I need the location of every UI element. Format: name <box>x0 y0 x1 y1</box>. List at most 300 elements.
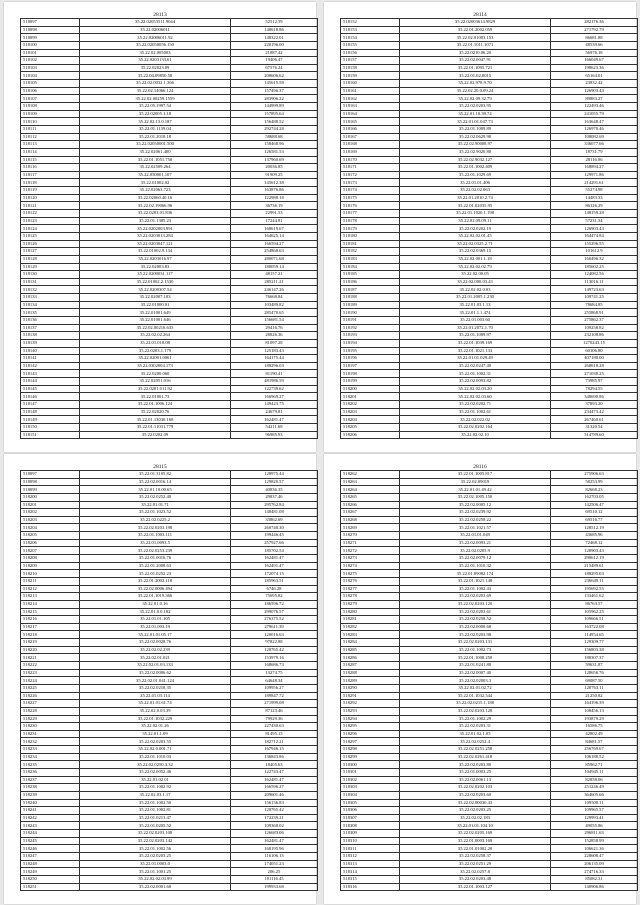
table-row <box>21 217 318 225</box>
row-id-cell: 518191 <box>341 316 400 324</box>
amount-cell: 109368.02 <box>231 822 318 830</box>
row-id-cell: 518222 <box>21 662 80 670</box>
row-id-cell: 518240 <box>21 799 80 807</box>
code-cell: 35.22.01.01.049 <box>400 532 551 540</box>
code-cell: 35.22.01.1002.43 <box>400 585 551 593</box>
amount-cell: 280071.68 <box>231 255 318 263</box>
ledger-table <box>20 470 318 891</box>
table-row <box>21 715 318 723</box>
table-row <box>21 684 318 692</box>
amount-cell: 255868.91 <box>551 309 638 317</box>
table-row <box>21 837 318 845</box>
row-id-cell: 518202 <box>341 401 400 409</box>
amount-cell: 156803.38 <box>551 646 638 654</box>
table-row <box>21 791 318 799</box>
row-id-cell: 518299 <box>341 753 400 761</box>
table-row <box>341 103 638 111</box>
code-cell: 35.22.02.0203.198 <box>80 524 231 532</box>
code-cell: 35.22.01001.73 <box>80 393 231 401</box>
row-id-cell: 518167 <box>341 133 400 141</box>
row-id-cell: 518196 <box>341 355 400 363</box>
row-id-cell: 518225 <box>21 684 80 692</box>
code-cell: 35.22.01.0241.80 <box>400 662 551 670</box>
amount-cell: 128656.76 <box>551 669 638 677</box>
code-cell: 35.22.01.1021.57 <box>400 524 551 532</box>
amount-cell: 236649.11 <box>551 577 638 585</box>
row-id-cell: 518109 <box>21 110 80 118</box>
row-id-cell: 518195 <box>341 347 400 355</box>
amount-cell: 168195.96 <box>231 845 318 853</box>
row-id-cell: 518203 <box>21 516 80 524</box>
row-id-cell: 518221 <box>21 654 80 662</box>
row-id-cell: 518112 <box>21 133 80 141</box>
table-row <box>341 225 638 233</box>
row-id-cell: 518285 <box>341 646 400 654</box>
row-id-cell: 518230 <box>21 723 80 731</box>
table-row <box>21 868 318 876</box>
amount-cell: 85082.31 <box>551 875 638 883</box>
table-row <box>21 271 318 279</box>
row-id-cell: 518103 <box>21 64 80 72</box>
row-id-cell: 518199 <box>341 378 400 386</box>
row-id-cell: 518203 <box>341 408 400 416</box>
code-cell: 35.22.02.0093.21 <box>400 539 551 547</box>
amount-cell: 109956.27 <box>231 684 318 692</box>
table-row <box>341 179 638 187</box>
code-cell: 35.22.01.1002.73 <box>400 646 551 654</box>
row-id-cell: 518129 <box>21 263 80 271</box>
table-row <box>21 278 318 286</box>
amount-cell: 86126.29 <box>551 202 638 210</box>
code-cell: 35.22.02509.264 <box>80 164 231 172</box>
row-id-cell: 518306 <box>341 807 400 815</box>
amount-cell: 126581.53 <box>231 148 318 156</box>
table-row <box>21 761 318 769</box>
amount-cell: 336077.66 <box>551 141 638 149</box>
table-row <box>21 600 318 608</box>
code-cell: 35.22.02051.016 <box>80 378 231 386</box>
table-row <box>341 141 638 149</box>
table-row <box>341 401 638 409</box>
amount-cell: 78294.55 <box>551 385 638 393</box>
table-row <box>21 57 318 65</box>
table-row <box>21 478 318 486</box>
amount-cell: 185702.54 <box>231 547 318 555</box>
row-id-cell: 518158 <box>341 64 400 72</box>
code-cell: 35.22.01002.02 <box>80 179 231 187</box>
amount-cell: 21250.82 <box>551 692 638 700</box>
table-row <box>341 393 638 401</box>
table-row <box>21 631 318 639</box>
code-cell: 35.22.02.0203.60 <box>400 791 551 799</box>
code-cell: 35.22.0203047.121 <box>80 240 231 248</box>
code-cell: 35.22.01.10.39.74 <box>400 110 551 118</box>
code-cell: 35.22.01002.2.1530 <box>80 278 231 286</box>
page-title: 28116 <box>473 464 487 470</box>
code-cell: 35.22.01.2002.118 <box>80 577 231 585</box>
table-row <box>21 555 318 563</box>
ledger-table <box>340 18 638 439</box>
code-cell: 35.22.02.0093.82 <box>400 378 551 386</box>
row-id-cell: 518136 <box>21 316 80 324</box>
amount-cell: 122743.47 <box>231 768 318 776</box>
amount-cell: 142506.47 <box>551 501 638 509</box>
row-id-cell: 518247 <box>21 853 80 861</box>
code-cell: 35.22.01.01.104.10 <box>400 822 551 830</box>
row-id-cell: 518105 <box>21 80 80 88</box>
amount-cell: 166596.27 <box>231 784 318 792</box>
table-row <box>21 64 318 72</box>
code-cell: 35.22.02.02.02.79 <box>400 263 551 271</box>
amount-cell: 69510.12 <box>551 509 638 517</box>
code-cell: 35.22.02.0016.14 <box>80 478 231 486</box>
row-id-cell: 518134 <box>21 301 80 309</box>
code-cell: 35.22.02.0203.142 <box>80 837 231 845</box>
code-cell: 35.22.02.02.264 <box>80 332 231 340</box>
table-row <box>341 516 638 524</box>
row-id-cell: 518151 <box>21 431 80 439</box>
table-row <box>21 471 318 479</box>
table-row <box>341 332 638 340</box>
table-row <box>341 339 638 347</box>
row-id-cell: 518200 <box>341 385 400 393</box>
table-row <box>341 232 638 240</box>
row-id-cell: 518113 <box>21 141 80 149</box>
row-id-cell: 518108 <box>21 103 80 111</box>
row-id-cell: 518183 <box>341 255 400 263</box>
table-row <box>341 524 638 532</box>
table-row <box>21 593 318 601</box>
table-row <box>341 753 638 761</box>
table-row <box>21 80 318 88</box>
table-row <box>21 669 318 677</box>
code-cell: 35.22.0203.01.836 <box>80 210 231 218</box>
row-id-cell: 518303 <box>341 784 400 792</box>
amount-cell: 140618.86 <box>231 26 318 34</box>
table-row <box>21 860 318 868</box>
amount-cell: 364605.66 <box>551 791 638 799</box>
amount-cell: 81495.15 <box>231 730 318 738</box>
amount-cell: 120765.42 <box>231 807 318 815</box>
amount-cell: 109965.57 <box>551 807 638 815</box>
row-id-cell: 518224 <box>21 677 80 685</box>
amount-cell: 86681.88 <box>551 34 638 42</box>
row-id-cell: 518148 <box>21 408 80 416</box>
row-id-cell: 518249 <box>21 868 80 876</box>
row-id-cell: 518262 <box>341 471 400 479</box>
table-row <box>21 486 318 494</box>
row-id-cell: 518156 <box>341 49 400 57</box>
code-cell: 35.22.01.1009.89 <box>400 125 551 133</box>
row-id-cell: 518099 <box>21 34 80 42</box>
amount-cell: 168619.67 <box>231 225 318 233</box>
row-id-cell: 518161 <box>341 87 400 95</box>
code-cell: 35.22.01.1029.69 <box>400 171 551 179</box>
row-id-cell: 518131 <box>21 278 80 286</box>
code-cell: 35.22.01.09082.174 <box>400 570 551 578</box>
table-row <box>341 370 638 378</box>
amount-cell: 124082.56 <box>551 271 638 279</box>
row-id-cell: 518237 <box>21 776 80 784</box>
table-row <box>341 761 638 769</box>
amount-cell: 514789.60 <box>551 431 638 439</box>
code-cell: 35.22.02.0007.40 <box>400 669 551 677</box>
code-cell: 35.22.02.0203.25 <box>80 853 231 861</box>
code-cell: 35.22.0200.060 <box>80 370 231 378</box>
table-row <box>341 799 638 807</box>
amount-cell: 174051.23 <box>231 860 318 868</box>
row-id-cell: 518118 <box>21 179 80 187</box>
table-row <box>21 532 318 540</box>
amount-cell: 82668.23 <box>551 486 638 494</box>
code-cell: 35.22.01.13030.168 <box>80 416 231 424</box>
table-row <box>21 133 318 141</box>
table-row <box>21 232 318 240</box>
table-row <box>21 423 318 431</box>
code-cell: 35.22.02.0001.68 <box>80 883 231 891</box>
table-row <box>341 271 638 279</box>
amount-cell: 185602.25 <box>551 263 638 271</box>
amount-cell: 162481.47 <box>231 416 318 424</box>
code-cell: 35.22.01.1095.721 <box>400 64 551 72</box>
code-cell: 35.22.01.1002.92 <box>80 784 231 792</box>
row-id-cell: 518284 <box>341 639 400 647</box>
amount-cell: 42802.49 <box>551 730 638 738</box>
code-cell: 35.22.02.01.021 <box>80 654 231 662</box>
amount-cell: 148481.08 <box>231 509 318 517</box>
code-cell: 35.22.02.978.9.70 <box>400 80 551 88</box>
table-row <box>21 646 318 654</box>
code-cell: 35.22.02063.723 <box>80 187 231 195</box>
amount-cell: 13274.75 <box>231 669 318 677</box>
code-cell: 35.22.02.0325.2.71 <box>400 240 551 248</box>
page-title: 28115 <box>153 464 167 470</box>
amount-cell: 48539.66 <box>551 41 638 49</box>
table-row <box>341 875 638 883</box>
row-id-cell: 518275 <box>341 570 400 578</box>
code-cell: 35.22.02.09.32.79 <box>400 95 551 103</box>
code-cell: 35.22.02.0203.120 <box>400 600 551 608</box>
table-row <box>21 248 318 256</box>
code-cell: 35.22.01.003.19 <box>80 623 231 631</box>
row-id-cell: 518307 <box>341 814 400 822</box>
amount-cell: 28826.36 <box>231 332 318 340</box>
amount-cell: 153979.16 <box>231 654 318 662</box>
code-cell: 35.22.02.1005.150 <box>400 493 551 501</box>
code-cell: 35.22.02.90008.97 <box>400 141 551 149</box>
amount-cell: 103489.82 <box>231 301 318 309</box>
table-row <box>341 362 638 370</box>
amount-cell: 164625.14 <box>231 232 318 240</box>
row-id-cell: 518271 <box>341 539 400 547</box>
code-cell: 35.22.01.1032.229 <box>80 715 231 723</box>
code-cell: 35.22.02060.40.16 <box>80 194 231 202</box>
amount-cell: 122739.62 <box>231 385 318 393</box>
table-row <box>21 524 318 532</box>
row-id-cell: 518308 <box>341 822 400 830</box>
amount-cell: 76668.84 <box>231 294 318 302</box>
row-id-cell: 518115 <box>21 156 80 164</box>
table-row <box>21 210 318 218</box>
row-id-cell: 518192 <box>341 324 400 332</box>
table-row <box>21 385 318 393</box>
table-row <box>341 72 638 80</box>
amount-cell: 14483.33 <box>551 194 638 202</box>
amount-cell: 290612.19 <box>551 555 638 563</box>
code-cell: 35.22.01.1021.148 <box>400 577 551 585</box>
table-row <box>21 95 318 103</box>
table-row <box>341 600 638 608</box>
amount-cell: 292744.28 <box>231 125 318 133</box>
row-id-cell: 518234 <box>21 753 80 761</box>
table-row <box>21 616 318 624</box>
row-id-cell: 518097 <box>21 471 80 479</box>
table-row <box>341 562 638 570</box>
table-row <box>21 547 318 555</box>
code-cell: 35.22.02.0028.76 <box>80 639 231 647</box>
code-cell: 35.22.01001.646 <box>80 316 231 324</box>
amount-cell: 285211.21 <box>231 278 318 286</box>
code-cell: 35.22.01.1020.1.198 <box>400 210 551 218</box>
row-id-cell: 518207 <box>21 547 80 555</box>
code-cell: 35.22.02.0250.3.32 <box>80 761 231 769</box>
amount-cell: 49055.86 <box>551 822 638 830</box>
amount-cell: 128763.11 <box>551 684 638 692</box>
row-id-cell: 518270 <box>341 532 400 540</box>
amount-cell: 283906.22 <box>231 95 318 103</box>
row-id-cell: 518104 <box>21 72 80 80</box>
table-row <box>341 692 638 700</box>
code-cell: 35.22.01.1002.56 <box>80 845 231 853</box>
row-id-cell: 518122 <box>21 210 80 218</box>
code-cell: 35.22.02.13.0.187 <box>80 118 231 126</box>
table-row <box>341 608 638 616</box>
code-cell: 35.22.02.0203.48 <box>400 875 551 883</box>
code-cell: 35.22.01.1002.29 <box>400 715 551 723</box>
code-cell: 35.22.02.005003 <box>80 49 231 57</box>
row-id-cell: 518313 <box>341 860 400 868</box>
amount-cell: 6746.28 <box>231 585 318 593</box>
row-id-cell: 518208 <box>21 555 80 563</box>
amount-cell: 113016.11 <box>551 278 638 286</box>
amount-cell: 481986.59 <box>231 378 318 386</box>
code-cell: 35.22.02053511.9044 <box>80 19 231 27</box>
table-row <box>21 677 318 685</box>
amount-cell: 106621.36 <box>551 845 638 853</box>
code-cell: 35.22.02.0202.103 <box>400 784 551 792</box>
amount-cell: 122988.18 <box>231 194 318 202</box>
amount-cell: 299076.57 <box>231 608 318 616</box>
amount-cell: 162491.47 <box>231 562 318 570</box>
amount-cell: 163648.47 <box>551 118 638 126</box>
row-id-cell: 518310 <box>341 837 400 845</box>
amount-cell: 157496.37 <box>231 87 318 95</box>
code-cell: 35.22.01.11031.779 <box>80 423 231 431</box>
table-row <box>21 830 318 838</box>
code-cell: 35.22.02.0247.40 <box>400 362 551 370</box>
amount-cell: 156136.83 <box>231 799 318 807</box>
table-row <box>21 362 318 370</box>
code-cell: 35.22.01.01.05.17 <box>80 631 231 639</box>
code-cell: 35.22.02.0203.80 <box>400 761 551 769</box>
code-cell: 35.22.02.02.183 <box>400 814 551 822</box>
amount-cell: 189847.72 <box>231 692 318 700</box>
code-cell: 35.22.02.0251.29 <box>400 860 551 868</box>
amount-cell: 275906.63 <box>551 471 638 479</box>
table-row <box>341 19 638 27</box>
code-cell: 35.22.01.0252.23 <box>80 570 231 578</box>
code-cell: 35.22.0302004.173 <box>80 362 231 370</box>
code-cell: 35.22.01.0093.5 <box>80 539 231 547</box>
amount-cell: 106188.52 <box>551 753 638 761</box>
amount-cell: 267460.61 <box>551 416 638 424</box>
row-id-cell: 518099 <box>21 486 80 494</box>
row-id-cell: 518314 <box>341 868 400 876</box>
table-row <box>21 339 318 347</box>
row-id-cell: 518107 <box>21 95 80 103</box>
amount-cell: 129309.77 <box>551 639 638 647</box>
table-row <box>21 255 318 263</box>
table-row <box>341 324 638 332</box>
table-row <box>21 148 318 156</box>
code-cell: 35.22.01001.649 <box>80 309 231 317</box>
code-cell: 35.22.02.01.26 <box>80 723 231 731</box>
row-id-cell: 518267 <box>341 509 400 517</box>
row-id-cell: 518179 <box>341 225 400 233</box>
code-cell: 35.22.02.02.063 <box>400 187 551 195</box>
row-id-cell: 518231 <box>21 730 80 738</box>
code-cell: 35.22.02.0205.169 <box>400 830 551 838</box>
table-row <box>341 278 638 286</box>
table-row <box>21 294 318 302</box>
row-id-cell: 518124 <box>21 225 80 233</box>
code-cell: 35.22.02.022.02 <box>400 416 551 424</box>
ledger-page-4 <box>324 454 636 904</box>
table-row <box>21 179 318 187</box>
code-cell: 35.22.0202.09 <box>80 431 231 439</box>
amount-cell: 48157.21 <box>231 271 318 279</box>
table-row <box>341 385 638 393</box>
row-id-cell: 518198 <box>341 370 400 378</box>
row-id-cell: 518312 <box>341 853 400 861</box>
code-cell: 35.22.01.1139.04 <box>80 125 231 133</box>
row-id-cell: 518272 <box>341 547 400 555</box>
amount-cell: 69087.50 <box>551 677 638 685</box>
row-id-cell: 518223 <box>21 669 80 677</box>
table-row <box>21 822 318 830</box>
amount-cell: 206135.09 <box>551 860 638 868</box>
table-row <box>21 753 318 761</box>
amount-cell: 87123.46 <box>231 707 318 715</box>
row-id-cell: 518202 <box>21 509 80 517</box>
row-id-cell: 518149 <box>21 416 80 424</box>
amount-cell: 206.25 <box>231 868 318 876</box>
table-row <box>21 370 318 378</box>
code-cell: 35.22.02.0203.55 <box>80 738 231 746</box>
code-cell: 35.22.01.0016.76 <box>80 555 231 563</box>
code-cell: 35.22.02.0202.71 <box>400 401 551 409</box>
code-cell: 35.22.02.0006.494 <box>80 585 231 593</box>
code-cell: 35.22.02.14066.124 <box>80 87 231 95</box>
code-cell: 35.22.02.0629.98 <box>400 133 551 141</box>
code-cell: 35.22.01.1010.32 <box>400 562 551 570</box>
row-id-cell: 518116 <box>21 164 80 172</box>
amount-cell: 156488.52 <box>231 118 318 126</box>
row-id-cell: 518143 <box>21 370 80 378</box>
table-row <box>21 730 318 738</box>
row-id-cell: 518274 <box>341 562 400 570</box>
amount-cell: 228608.47 <box>551 853 638 861</box>
